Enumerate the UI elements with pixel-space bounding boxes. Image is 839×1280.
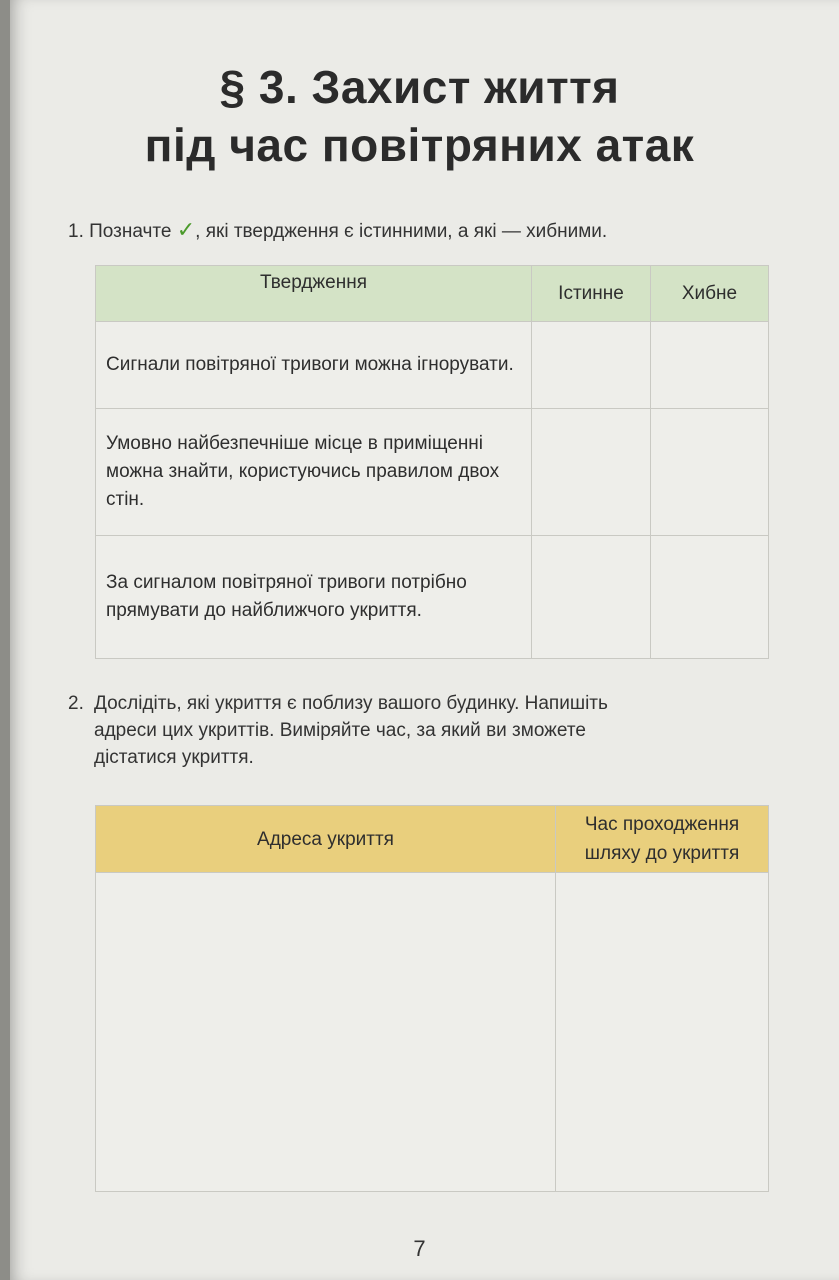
statements-table: [95, 265, 769, 659]
page-number: 7: [413, 1236, 426, 1261]
false-answer-cell[interactable]: [651, 409, 769, 536]
table-row: [96, 536, 769, 659]
task-2-line-2: адреси цих укриттів. Виміряйте час, за який ви зможете: [94, 720, 586, 741]
title-line-1: § 3. Захист життя: [219, 61, 620, 113]
task-2-line-3: дістатися укриття.: [94, 747, 254, 768]
header-time: Час проходження шляху до укриття: [556, 806, 769, 873]
true-answer-cell[interactable]: [532, 536, 651, 659]
header-true: Істинне: [532, 266, 651, 322]
task-1-suffix: , які твердження є істинними, а які — хибними.: [195, 221, 608, 242]
shelters-table: [95, 805, 769, 1192]
checkmark-icon: ✓: [176, 217, 196, 242]
title-line-2: під час повітряних атак: [144, 119, 695, 171]
table-row: [96, 409, 769, 536]
task-2-line-1: Дослідіть, які укриття є поблизу вашого будинку. Напишіть: [94, 693, 608, 714]
statement-text: Умовно найбезпечніше місце в приміщенні можна знайти, користуючись правилом двох стін.: [96, 409, 532, 536]
statement-text: За сигналом повітряної тривоги потрібно прямувати до найближчого укриття.: [96, 536, 532, 659]
task-2: [68, 690, 770, 771]
table-row: [96, 873, 769, 1192]
header-statement: Твердження: [96, 266, 532, 322]
false-answer-cell[interactable]: [651, 536, 769, 659]
task-1-prefix: 1. Позначте: [68, 221, 172, 242]
statement-text: Сигнали повітряної тривоги можна ігнорувати.: [96, 322, 532, 409]
address-input-cell[interactable]: [96, 873, 556, 1192]
task-1: [68, 216, 770, 245]
time-input-cell[interactable]: [556, 873, 769, 1192]
false-answer-cell[interactable]: [651, 322, 769, 409]
section-title: [0, 58, 839, 174]
header-address: Адреса укриття: [96, 806, 556, 873]
true-answer-cell[interactable]: [532, 322, 651, 409]
header-false: Хибне: [651, 266, 769, 322]
true-answer-cell[interactable]: [532, 409, 651, 536]
table-row: [96, 322, 769, 409]
task-2-number: 2.: [68, 693, 84, 714]
